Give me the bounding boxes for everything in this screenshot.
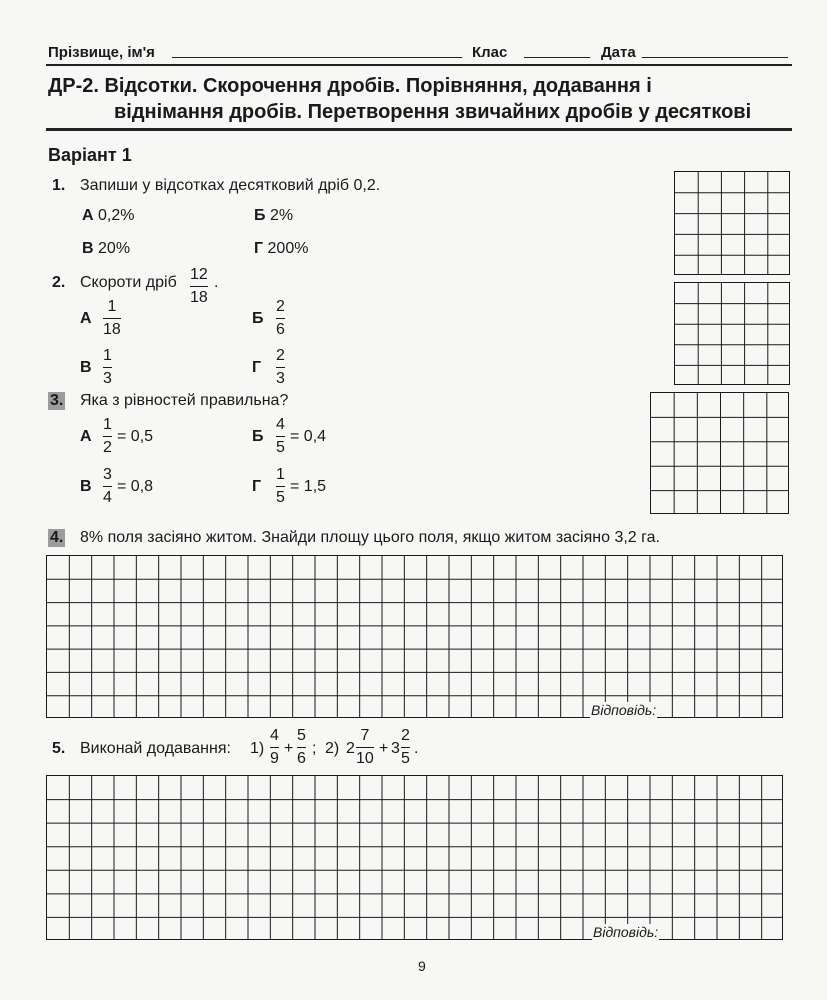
q4-number: 4. [50, 529, 64, 546]
q2-number: 2. [52, 274, 66, 291]
q3-option-a-letter[interactable]: А [80, 428, 92, 445]
q2-dot: . [214, 274, 219, 291]
q5-period: . [414, 740, 419, 757]
class-field[interactable] [524, 57, 590, 58]
q3-option-a-fraction [103, 416, 112, 457]
fraction-bar [103, 486, 112, 487]
q3-number: 3. [50, 392, 64, 409]
option-text: 0,2% [98, 207, 135, 224]
numerator: 12 [190, 266, 208, 283]
numerator: 2 [401, 727, 410, 744]
option-text: 20% [98, 240, 131, 257]
page-title-line2: віднімання дробів. Перетворення звичайних дробів у десяткові [114, 101, 752, 123]
q5-fraction-4 [401, 727, 410, 768]
option-letter: Г [254, 240, 264, 257]
denominator: 6 [297, 750, 306, 767]
denominator: 5 [276, 439, 285, 456]
q3-option-d-letter[interactable]: Г [252, 478, 262, 495]
q5-plus-1: + [284, 740, 294, 757]
q3-text: Яка з рівностей правильна? [80, 392, 289, 409]
denominator: 10 [356, 750, 374, 767]
denominator: 4 [103, 489, 112, 506]
numerator: 1 [103, 416, 112, 433]
q5-part2-label: 2) [325, 740, 340, 757]
fraction-bar [297, 747, 306, 748]
q1-number: 1. [52, 177, 66, 194]
q1-option-d[interactable] [254, 240, 308, 258]
q1-option-a[interactable] [82, 207, 134, 225]
q2-option-c-fraction [103, 347, 112, 388]
numerator: 7 [360, 727, 370, 744]
page-number: 9 [418, 958, 426, 974]
q2-text: Скороти дріб [80, 274, 177, 291]
numerator: 1 [276, 466, 285, 483]
fraction-bar [276, 486, 285, 487]
denominator: 5 [276, 489, 285, 506]
numerator: 1 [103, 347, 112, 364]
surname-field[interactable] [172, 57, 462, 58]
denominator: 5 [401, 750, 410, 767]
q1-option-c[interactable] [82, 240, 130, 258]
q3-option-b-letter[interactable]: Б [252, 428, 264, 445]
q3-option-c-fraction [103, 466, 112, 507]
fraction-bar [103, 436, 112, 437]
class-label: Клас [472, 44, 508, 61]
q5-answer-label: Відповідь: [593, 924, 659, 940]
option-letter: А [82, 207, 94, 224]
q3-option-b-rest: = 0,4 [290, 428, 327, 445]
header-rule [46, 64, 792, 66]
q1-text: Запиши у відсотках десятковий дріб 0,2. [80, 177, 381, 194]
variant-heading: Варіант 1 [48, 145, 132, 165]
page-title-line1: ДР-2. Відсотки. Скорочення дробів. Порівняння, додавання і [48, 75, 652, 97]
q4-answer-label: Відповідь: [591, 702, 657, 718]
q2-option-a-fraction [103, 298, 121, 339]
q5-whole-1: 2 [346, 740, 355, 757]
q2-fraction [190, 266, 208, 307]
q2-option-c-letter[interactable]: В [80, 359, 92, 376]
numerator: 4 [270, 727, 279, 744]
denominator: 9 [270, 750, 279, 767]
fraction-bar [190, 286, 208, 287]
q2-answer-grid[interactable] [674, 282, 790, 385]
q3-answer-grid[interactable] [650, 392, 789, 514]
denominator: 6 [276, 321, 285, 338]
q4-work-grid[interactable] [46, 555, 783, 718]
q3-option-d-fraction [276, 466, 285, 507]
q5-separator: ; [312, 740, 317, 757]
numerator: 1 [107, 298, 117, 315]
q2-option-d-fraction [276, 347, 285, 388]
denominator: 18 [103, 321, 121, 338]
numerator: 3 [103, 466, 112, 483]
q3-option-a-rest: = 0,5 [117, 428, 154, 445]
denominator: 3 [276, 370, 285, 387]
fraction-bar [276, 436, 285, 437]
q5-fraction-3 [356, 727, 374, 768]
numerator: 2 [276, 347, 285, 364]
q3-option-b-fraction [276, 416, 285, 457]
q2-option-a-letter[interactable]: А [80, 310, 92, 327]
option-letter: В [82, 240, 94, 257]
q3-option-c-letter[interactable]: В [80, 478, 92, 495]
title-rule [46, 128, 792, 131]
fraction-bar [270, 747, 279, 748]
date-label: Дата [601, 44, 636, 61]
fraction-bar [401, 747, 410, 748]
q5-whole-2: 3 [391, 740, 400, 757]
date-field[interactable] [642, 57, 788, 58]
q2-option-b-letter[interactable]: Б [252, 310, 264, 327]
q5-part1-label: 1) [250, 740, 265, 757]
fraction-bar [356, 747, 374, 748]
denominator: 2 [103, 439, 112, 456]
q5-work-grid[interactable] [46, 775, 783, 940]
fraction-bar [103, 318, 121, 319]
option-text: 2% [269, 207, 294, 224]
fraction-bar [276, 318, 285, 319]
q1-option-b[interactable] [254, 207, 293, 225]
fraction-bar [276, 367, 285, 368]
denominator: 18 [190, 289, 208, 306]
q3-option-c-rest: = 0,8 [117, 478, 154, 495]
surname-label: Прізвище, ім'я [48, 44, 155, 61]
q2-option-d-letter[interactable]: Г [252, 359, 262, 376]
q5-fraction-1 [270, 727, 279, 768]
q2-option-b-fraction [276, 298, 285, 339]
q5-plus-2: + [379, 740, 389, 757]
fraction-bar [103, 367, 112, 368]
q1-answer-grid[interactable] [674, 171, 790, 275]
q5-number: 5. [52, 740, 66, 757]
q3-option-d-rest: = 1,5 [290, 478, 327, 495]
option-letter: Б [254, 207, 266, 224]
option-text: 200% [267, 240, 309, 257]
numerator: 5 [297, 727, 306, 744]
denominator: 3 [103, 370, 112, 387]
q4-text: 8% поля засіяно житом. Знайди площу цього поля, якщо житом засіяно 3,2 га. [80, 529, 660, 546]
q5-fraction-2 [297, 727, 306, 768]
q5-text: Виконай додавання: [80, 740, 231, 757]
numerator: 2 [276, 298, 285, 315]
numerator: 4 [276, 416, 285, 433]
